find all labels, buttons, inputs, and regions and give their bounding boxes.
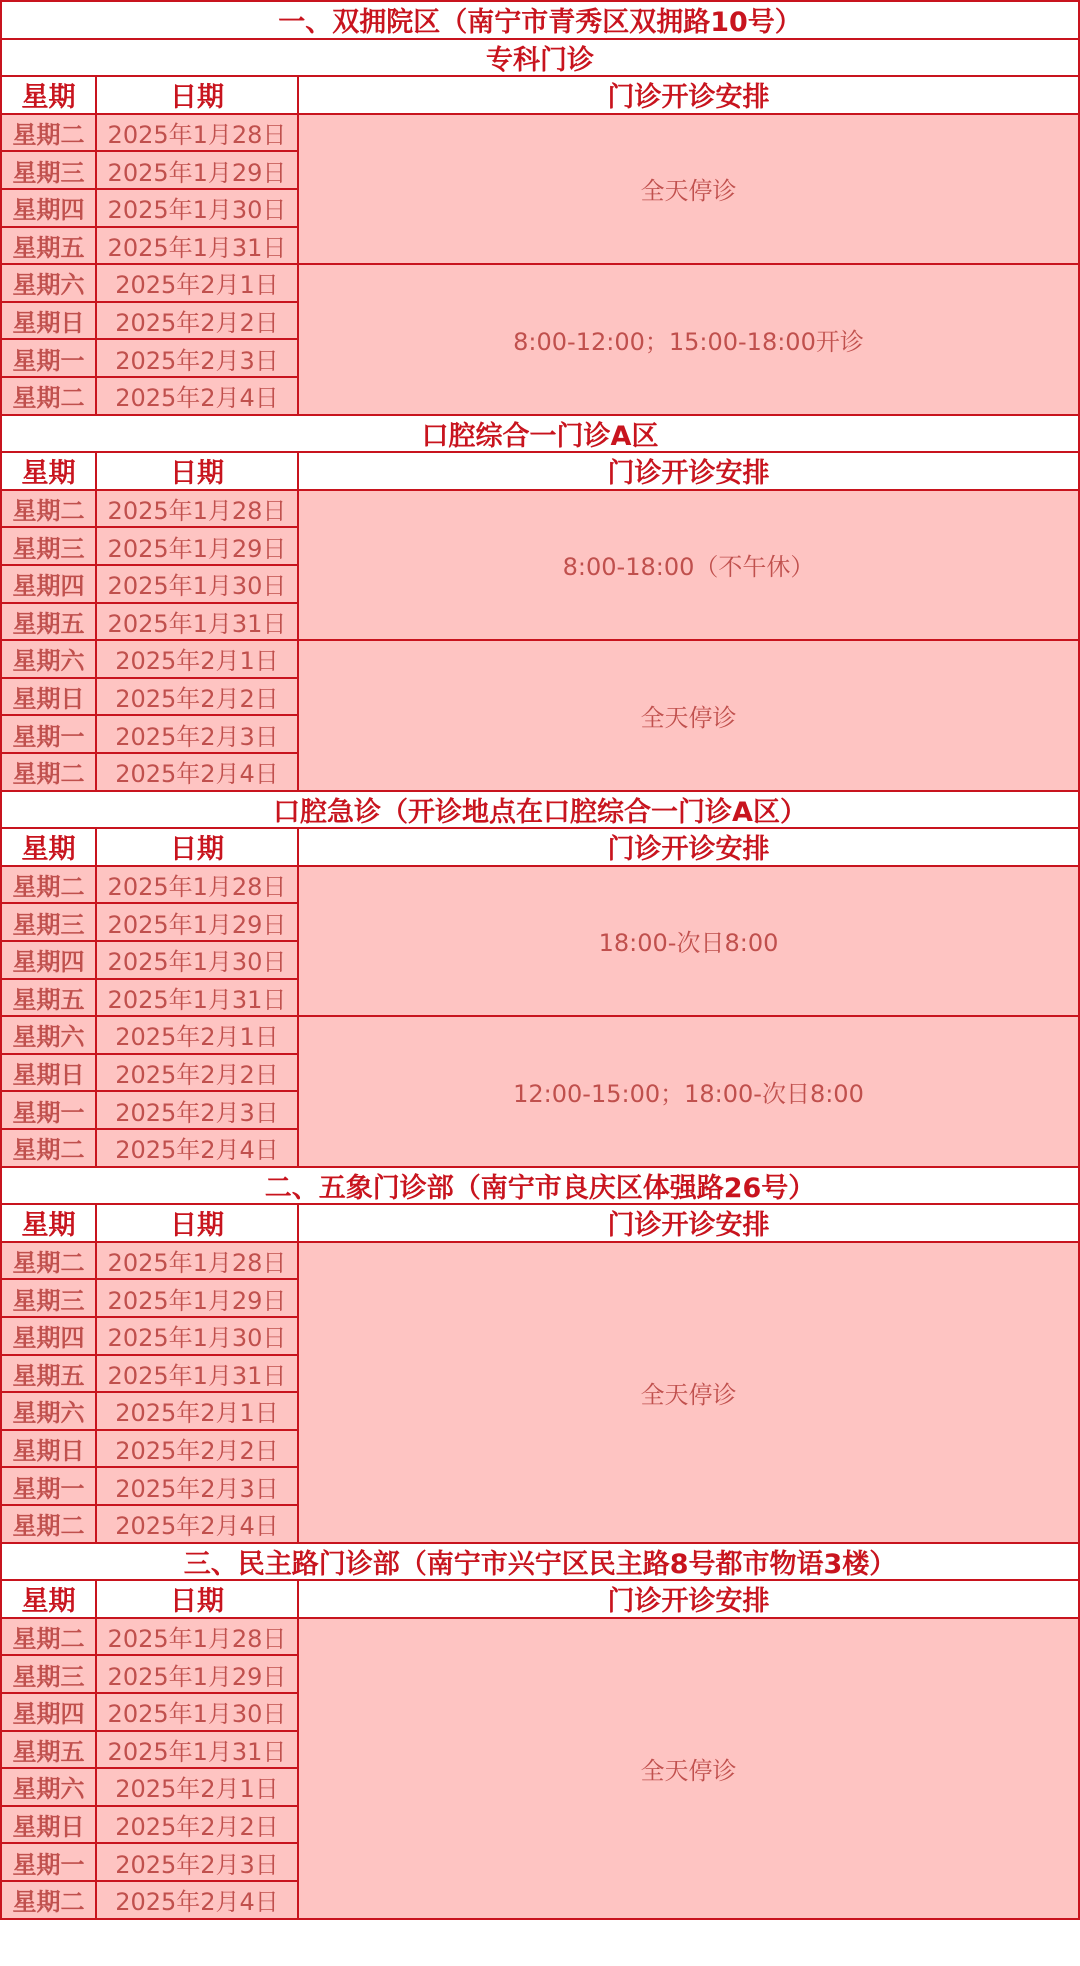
schedule-cell: 12:00-15:00；18:00-次日8:00 — [297, 1015, 1080, 1167]
weekday-cell: 星期六 — [0, 1391, 97, 1431]
date-cell: 2025年1月30日 — [95, 564, 299, 604]
date-cell: 2025年2月2日 — [95, 1053, 299, 1093]
date-cell: 2025年1月28日 — [95, 113, 299, 153]
weekday-cell: 星期五 — [0, 978, 97, 1018]
weekday-cell: 星期三 — [0, 526, 97, 566]
date-cell: 2025年2月4日 — [95, 376, 299, 416]
weekday-cell: 星期六 — [0, 639, 97, 679]
section-subtitle: 专科门诊 — [0, 38, 1080, 78]
weekday-cell: 星期一 — [0, 1466, 97, 1506]
section-title: 一、双拥院区（南宁市青秀区双拥路10号） — [0, 0, 1080, 40]
column-header-schedule: 门诊开诊安排 — [297, 827, 1080, 867]
column-header-weekday: 星期 — [0, 827, 97, 867]
date-cell: 2025年2月1日 — [95, 263, 299, 303]
column-header-date: 日期 — [95, 451, 299, 491]
weekday-cell: 星期六 — [0, 1015, 97, 1055]
date-cell: 2025年1月29日 — [95, 1654, 299, 1694]
date-cell: 2025年1月28日 — [95, 1241, 299, 1281]
weekday-cell: 星期二 — [0, 113, 97, 153]
date-cell: 2025年1月31日 — [95, 602, 299, 642]
date-cell: 2025年1月30日 — [95, 1316, 299, 1356]
date-cell: 2025年2月3日 — [95, 338, 299, 378]
weekday-cell: 星期六 — [0, 1767, 97, 1807]
weekday-cell: 星期二 — [0, 1880, 97, 1920]
weekday-cell: 星期一 — [0, 338, 97, 378]
weekday-cell: 星期日 — [0, 677, 97, 717]
date-cell: 2025年1月30日 — [95, 940, 299, 980]
date-cell: 2025年1月28日 — [95, 489, 299, 529]
weekday-cell: 星期日 — [0, 301, 97, 341]
date-cell: 2025年1月29日 — [95, 526, 299, 566]
schedule-cell: 8:00-18:00（不午休） — [297, 489, 1080, 641]
date-cell: 2025年2月1日 — [95, 1391, 299, 1431]
date-cell: 2025年2月1日 — [95, 1767, 299, 1807]
weekday-cell: 星期四 — [0, 1692, 97, 1732]
column-header-date: 日期 — [95, 1203, 299, 1243]
column-header-schedule: 门诊开诊安排 — [297, 1203, 1080, 1243]
date-cell: 2025年2月4日 — [95, 1504, 299, 1544]
column-header-schedule: 门诊开诊安排 — [297, 1579, 1080, 1619]
date-cell: 2025年1月29日 — [95, 150, 299, 190]
weekday-cell: 星期四 — [0, 1316, 97, 1356]
column-header-date: 日期 — [95, 1579, 299, 1619]
date-cell: 2025年1月31日 — [95, 978, 299, 1018]
date-cell: 2025年1月29日 — [95, 1278, 299, 1318]
column-header-date: 日期 — [95, 75, 299, 115]
section-title: 口腔综合一门诊A区 — [0, 414, 1080, 454]
section-title: 三、民主路门诊部（南宁市兴宁区民主路8号都市物语3楼） — [0, 1542, 1080, 1582]
schedule-cell: 全天停诊 — [297, 1241, 1080, 1544]
weekday-cell: 星期六 — [0, 263, 97, 303]
weekday-cell: 星期四 — [0, 940, 97, 980]
weekday-cell: 星期日 — [0, 1053, 97, 1093]
date-cell: 2025年2月2日 — [95, 677, 299, 717]
date-cell: 2025年1月31日 — [95, 226, 299, 266]
weekday-cell: 星期三 — [0, 902, 97, 942]
schedule-cell: 18:00-次日8:00 — [297, 865, 1080, 1017]
date-cell: 2025年2月2日 — [95, 301, 299, 341]
column-header-weekday: 星期 — [0, 75, 97, 115]
section-title: 口腔急诊（开诊地点在口腔综合一门诊A区） — [0, 790, 1080, 830]
column-header-weekday: 星期 — [0, 1579, 97, 1619]
date-cell: 2025年1月28日 — [95, 1617, 299, 1657]
weekday-cell: 星期二 — [0, 376, 97, 416]
column-header-schedule: 门诊开诊安排 — [297, 451, 1080, 491]
date-cell: 2025年1月31日 — [95, 1354, 299, 1394]
date-cell: 2025年2月4日 — [95, 1880, 299, 1920]
schedule-cell: 全天停诊 — [297, 113, 1080, 265]
section-title: 二、五象门诊部（南宁市良庆区体强路26号） — [0, 1166, 1080, 1206]
weekday-cell: 星期二 — [0, 865, 97, 905]
date-cell: 2025年2月2日 — [95, 1805, 299, 1845]
column-header-weekday: 星期 — [0, 1203, 97, 1243]
schedule-cell: 全天停诊 — [297, 639, 1080, 791]
date-cell: 2025年2月1日 — [95, 1015, 299, 1055]
weekday-cell: 星期五 — [0, 1354, 97, 1394]
weekday-cell: 星期二 — [0, 1504, 97, 1544]
weekday-cell: 星期二 — [0, 1128, 97, 1168]
date-cell: 2025年1月30日 — [95, 1692, 299, 1732]
column-header-schedule: 门诊开诊安排 — [297, 75, 1080, 115]
date-cell: 2025年2月3日 — [95, 1842, 299, 1882]
date-cell: 2025年2月1日 — [95, 639, 299, 679]
weekday-cell: 星期一 — [0, 1090, 97, 1130]
weekday-cell: 星期五 — [0, 1730, 97, 1770]
column-header-weekday: 星期 — [0, 451, 97, 491]
weekday-cell: 星期一 — [0, 1842, 97, 1882]
weekday-cell: 星期日 — [0, 1429, 97, 1469]
weekday-cell: 星期四 — [0, 564, 97, 604]
weekday-cell: 星期日 — [0, 1805, 97, 1845]
date-cell: 2025年2月4日 — [95, 752, 299, 792]
date-cell: 2025年1月28日 — [95, 865, 299, 905]
schedule-cell: 8:00-12:00；15:00-18:00开诊 — [297, 263, 1080, 415]
date-cell: 2025年2月3日 — [95, 714, 299, 754]
weekday-cell: 星期五 — [0, 602, 97, 642]
weekday-cell: 星期二 — [0, 489, 97, 529]
weekday-cell: 星期三 — [0, 150, 97, 190]
date-cell: 2025年1月30日 — [95, 188, 299, 228]
date-cell: 2025年1月29日 — [95, 902, 299, 942]
weekday-cell: 星期三 — [0, 1654, 97, 1694]
weekday-cell: 星期二 — [0, 1241, 97, 1281]
date-cell: 2025年2月4日 — [95, 1128, 299, 1168]
schedule-cell: 全天停诊 — [297, 1617, 1080, 1920]
column-header-date: 日期 — [95, 827, 299, 867]
weekday-cell: 星期二 — [0, 1617, 97, 1657]
weekday-cell: 星期五 — [0, 226, 97, 266]
weekday-cell: 星期二 — [0, 752, 97, 792]
date-cell: 2025年2月3日 — [95, 1466, 299, 1506]
date-cell: 2025年2月2日 — [95, 1429, 299, 1469]
weekday-cell: 星期三 — [0, 1278, 97, 1318]
weekday-cell: 星期一 — [0, 714, 97, 754]
weekday-cell: 星期四 — [0, 188, 97, 228]
date-cell: 2025年1月31日 — [95, 1730, 299, 1770]
date-cell: 2025年2月3日 — [95, 1090, 299, 1130]
